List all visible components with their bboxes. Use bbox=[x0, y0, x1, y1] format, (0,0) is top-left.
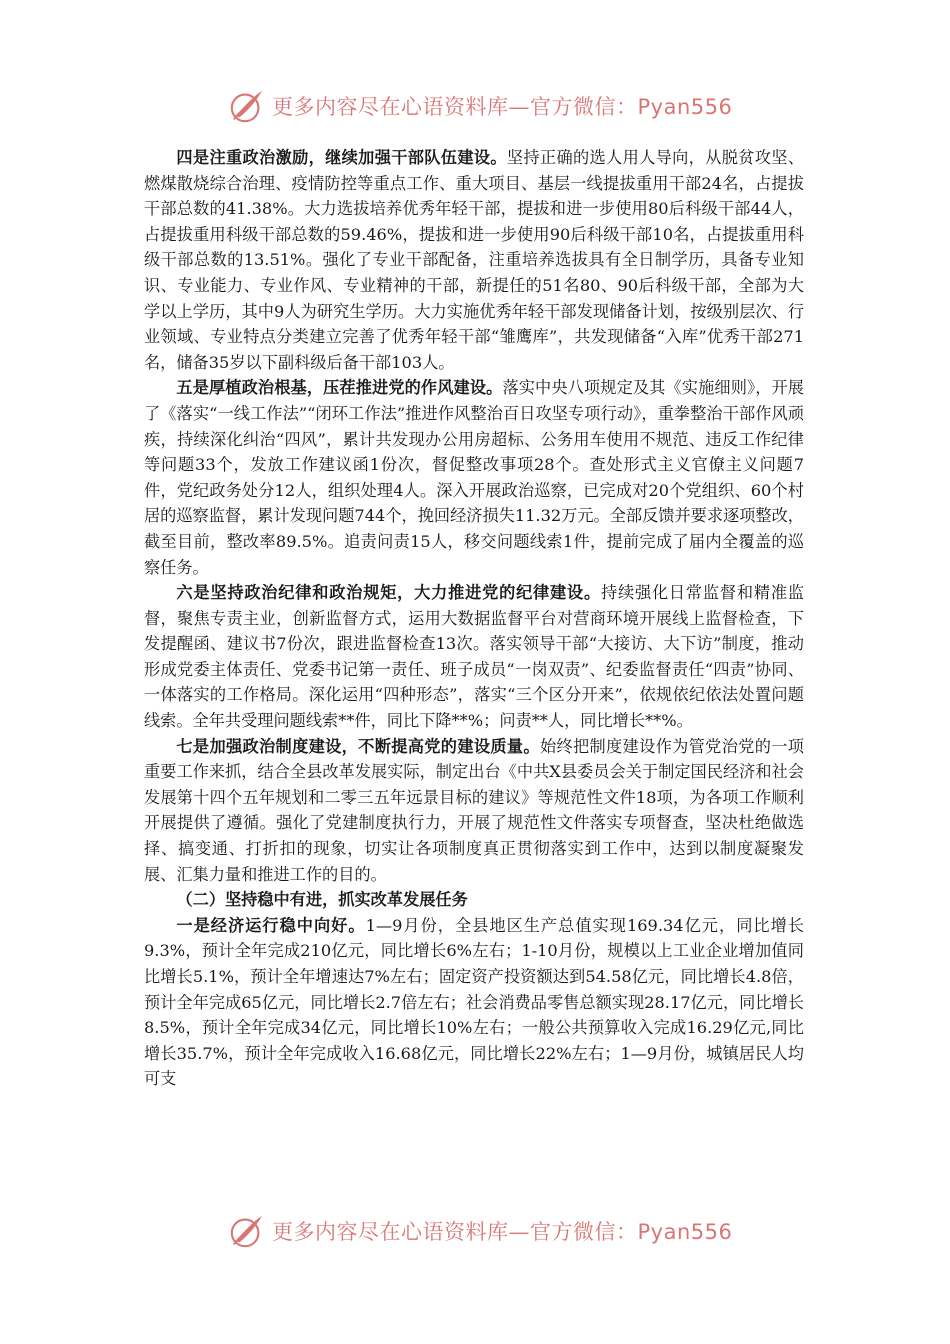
paragraph-heading: 一是经济运行稳中向好。 bbox=[176, 915, 366, 935]
paragraph-body: 始终把制度建设作为管党治党的一项重要工作来抓，结合全县改革发展实际，制定出台《中共X县委员会关于制定国民经济和社会发展第十四个五年规划和二零三五年远景目标的建议》等规范性文件18项，为各项工作顺利开展提供了遵循。强化了党建制度执行力，开展了规范性文件落实专项督查，坚决杜绝做选择、搞变通、打折扣的现象，切实让各项制度真正贯彻落实到工作中，达到以制度凝聚发展、汇集力量和推进工作的目的。 bbox=[144, 736, 804, 884]
paragraph-heading: 六是坚持政治纪律和政治规矩，大力推进党的纪律建设。 bbox=[176, 583, 601, 603]
paragraph bbox=[144, 375, 804, 580]
paragraph bbox=[144, 580, 804, 734]
paragraph bbox=[144, 913, 804, 1092]
quill-logo-icon bbox=[228, 1212, 266, 1250]
paragraph bbox=[144, 145, 804, 375]
wechat-id: Pyan556 bbox=[637, 1220, 733, 1244]
paragraph-heading: 五是厚植政治根基，压茬推进党的作风建设。 bbox=[176, 378, 503, 398]
document-body bbox=[144, 145, 804, 1092]
paragraph-heading: 七是加强政治制度建设，不断提高党的建设质量。 bbox=[176, 736, 540, 756]
paragraph-body: 持续强化日常监督和精准监督，聚焦专责主业，创新监督方式，运用大数据监督平台对营商环境开展线上监督检查，下发提醒函、建议书7份次，跟进监督检查13次。落实领导干部“大接访、大下访”制度，推动形成党委主体责任、党委书记第一责任、班子成员“一岗双责”、纪委监督责任“四责”协同、一体落实的工作格局。深化运用“四种形态”，落实“三个区分开来”，依规依纪依法处置问题线索。全年共受理问题线索**件，同比下降**%；问责**人，同比增长**%。 bbox=[144, 583, 805, 731]
section-title: （二）坚持稳中有进，抓实改革发展任务 bbox=[176, 890, 468, 910]
paragraph bbox=[144, 734, 804, 888]
watermark-banner-top bbox=[228, 86, 748, 126]
paragraph-heading: 四是注重政治激励，继续加强干部队伍建设。 bbox=[176, 148, 507, 167]
watermark-text: 更多内容尽在心语资料库—官方微信：Pyan556 bbox=[272, 95, 733, 119]
watermark-text: 更多内容尽在心语资料库—官方微信：Pyan556 bbox=[272, 1220, 733, 1244]
watermark-banner-bottom bbox=[228, 1211, 748, 1251]
paragraph-body: 1—9月份，全县地区生产总值实现169.34亿元，同比增长9.3%，预计全年完成210亿元，同比增长6%左右；1-10月份，规模以上工业企业增加值同比增长5.1%，预计全年增速达7%左右；固定资产投资额达到54.58亿元，同比增长4.8倍，预计全年完成65亿元，同比增长2.7倍左右；社会消费品零售总额实现28.17亿元，同比增长8.5%，预计全年完成34亿元，同比增长10%左右；一般公共预算收入完成16.29亿元,同比增长35.7%，预计全年完成收入16.68亿元，同比增长22%左右；1—9月份，城镇居民人均可支 bbox=[144, 915, 804, 1089]
paragraph-body: 坚持正确的选人用人导向，从脱贫攻坚、燃煤散烧综合治理、疫情防控等重点工作、重大项目、基层一线提拔重用干部24名，占提拔干部总数的41.38%。大力选拔培养优秀年轻干部，提拔和进一步使用80后科级干部44人，占提拔重用科级干部总数的59.46%，提拔和进一步使用90后科级干部10名，占提拔重用科级干部总数的13.51%。强化了专业干部配备，注重培养选拔具有全日制学历，具备专业知识、专业能力、专业作风、专业精神的干部，新提任的51名80、90后科级干部，全部为大学以上学历，其中9人为研究生学历。大力实施优秀年轻干部发现储备计划，按级别层次、行业领域、专业特点分类建立完善了优秀年轻干部“雏鹰库”，共发现储备“入库”优秀干部271名，储备35岁以下副科级后备干部103人。 bbox=[144, 148, 805, 372]
paragraph-body: 落实中央八项规定及其《实施细则》，开展了《落实“一线工作法”“闭环工作法”推进作风整治百日攻坚专项行动》，重拳整治干部作风顽疾，持续深化纠治“四风”，累计共发现办公用房超标、公务用车使用不规范、违反工作纪律等问题33个，发放工作建议函1份次，督促整改事项28个。查处形式主义官僚主义问题7件，党纪政务处分12人，组织处理4人。深入开展政治巡察，已完成对20个党组织、60个村居的巡察监督，累计发现问题744个，挽回经济损失11.32万元。全部反馈并要求逐项整改，截至目前，整改率89.5%。追责问责15人，移交问题线索1件，提前完成了届内全覆盖的巡察任务。 bbox=[144, 378, 804, 577]
quill-logo-icon bbox=[228, 87, 266, 125]
wechat-id: Pyan556 bbox=[637, 95, 733, 119]
